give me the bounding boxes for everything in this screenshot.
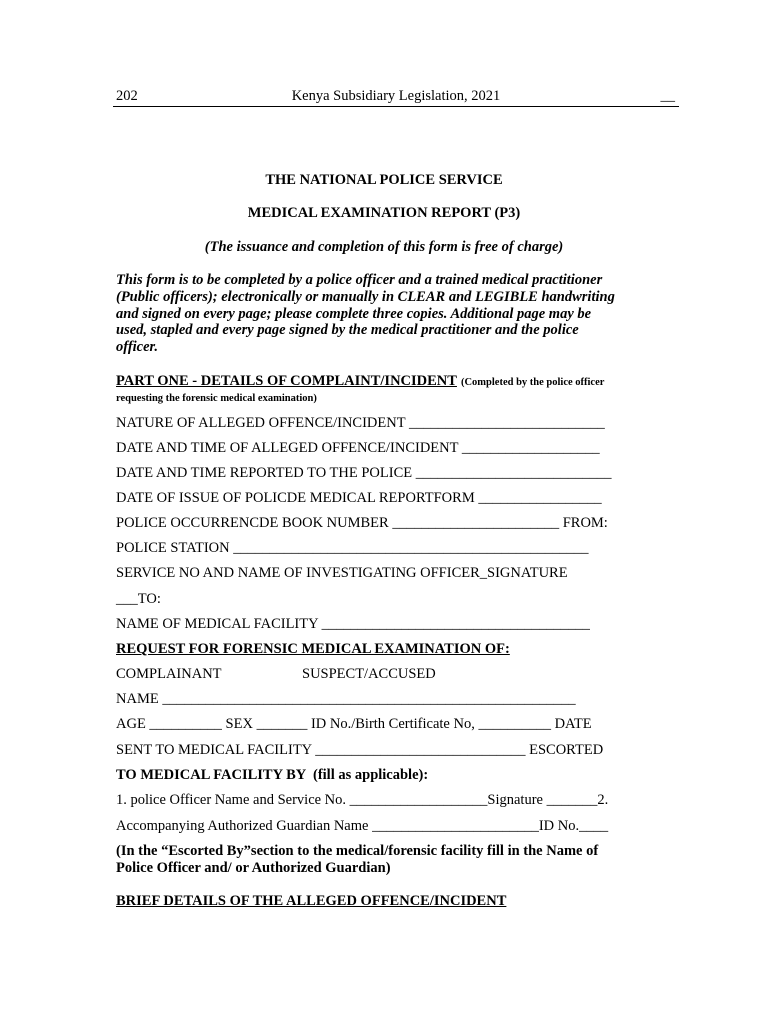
- header-title: Kenya Subsidiary Legislation, 2021: [291, 88, 501, 104]
- page-number: 202: [116, 88, 138, 104]
- free-of-charge-note: (The issuance and completion of this form is free of charge): [204, 239, 564, 255]
- field-police-station: POLICE STATION _________________________________________________: [116, 540, 589, 556]
- part-one-heading: [116, 374, 656, 406]
- service-heading: THE NATIONAL POLICE SERVICE: [265, 172, 503, 188]
- instruction-line: and signed on every page; please complete three copies. Additional page may be: [116, 305, 592, 322]
- part-one-title: PART ONE - DETAILS OF COMPLAINT/INCIDENT: [116, 373, 457, 389]
- suspect-label: SUSPECT/ACCUSED: [302, 666, 436, 682]
- escort-note-line: Police Officer and/ or Authorized Guardian): [116, 860, 391, 876]
- part-one-subtitle-cont: requesting the forensic medical examination): [116, 393, 317, 404]
- page-header: [113, 88, 679, 107]
- part-one-subtitle: (Completed by the police officer: [460, 377, 605, 388]
- instructions-paragraph: [116, 272, 656, 356]
- instruction-line: (Public officers); electronically or manually in CLEAR and LEGIBLE handwriting: [116, 288, 615, 305]
- field-to: ___TO:: [116, 591, 161, 607]
- instruction-line: used, stapled and every page signed by the medical practitioner and the police: [116, 322, 579, 339]
- escort-note-line: (In the “Escorted By”section to the medical/forensic facility fill in the Name of: [116, 843, 599, 859]
- field-occurrence-book: POLICE OCCURRENCDE BOOK NUMBER _______________________ FROM:: [116, 515, 608, 531]
- field-name: NAME _________________________________________________________: [116, 691, 576, 707]
- field-nature-of-offence: NATURE OF ALLEGED OFFENCE/INCIDENT ___________________________: [116, 415, 605, 431]
- field-medical-facility: NAME OF MEDICAL FACILITY _____________________________________: [116, 616, 590, 632]
- report-heading: MEDICAL EXAMINATION REPORT (P3): [247, 205, 521, 221]
- instruction-line: officer.: [116, 339, 159, 356]
- field-investigating-officer: SERVICE NO AND NAME OF INVESTIGATING OFFICER_SIGNATURE: [116, 565, 568, 581]
- escort-heading: TO MEDICAL FACILITY BY (fill as applicable):: [116, 767, 429, 783]
- field-date-of-issue: DATE OF ISSUE OF POLICDE MEDICAL REPORTFORM _________________: [116, 490, 602, 506]
- header-tail: __: [660, 88, 675, 104]
- complainant-label: COMPLAINANT: [116, 666, 222, 682]
- escort-note: [116, 843, 656, 877]
- field-age-sex-id: AGE __________ SEX _______ ID No./Birth Certificate No, __________ DATE: [116, 716, 592, 732]
- brief-details-heading: BRIEF DETAILS OF THE ALLEGED OFFENCE/INCIDENT: [116, 893, 507, 909]
- instruction-line: This form is to be completed by a police officer and a trained medical practitioner: [116, 272, 603, 288]
- field-police-officer: 1. police Officer Name and Service No. ___________________Signature _______2.: [116, 792, 609, 808]
- field-sent-to-facility: SENT TO MEDICAL FACILITY _____________________________ ESCORTED: [116, 742, 604, 758]
- request-heading: REQUEST FOR FORENSIC MEDICAL EXAMINATION OF:: [116, 641, 510, 657]
- field-date-time-reported: DATE AND TIME REPORTED TO THE POLICE ___________________________: [116, 465, 612, 481]
- field-date-time-offence: DATE AND TIME OF ALLEGED OFFENCE/INCIDENT ___________________: [116, 440, 600, 456]
- field-guardian: Accompanying Authorized Guardian Name _______________________ID No.____: [116, 818, 609, 834]
